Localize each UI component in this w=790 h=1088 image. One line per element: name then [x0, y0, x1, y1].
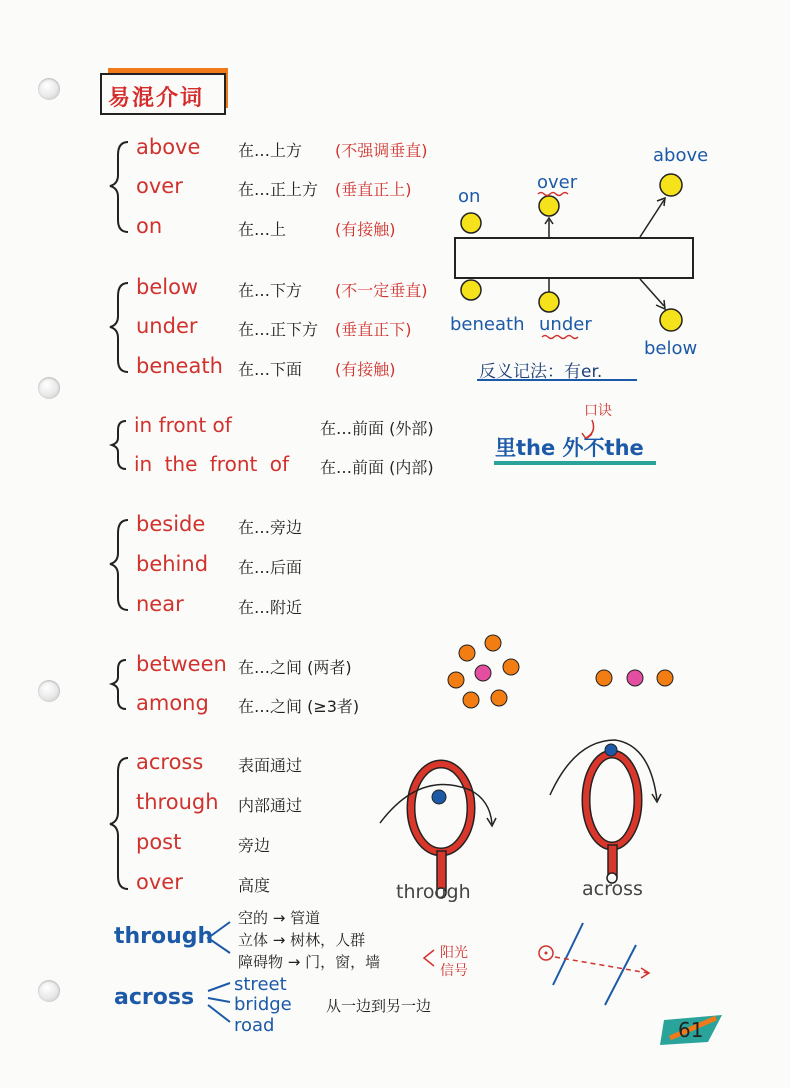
brace-group-3	[112, 421, 126, 469]
note-over: (垂直正上)	[335, 180, 412, 199]
brace-group-4	[110, 520, 128, 610]
page-number: 61	[678, 1018, 704, 1042]
meaning-under: 在…正下方	[238, 320, 319, 339]
meaning-among: 在…之间 (≥3者)	[238, 697, 360, 716]
through-usage-word: through	[114, 924, 214, 949]
dot-beneath	[461, 280, 481, 300]
word-beneath: beneath	[136, 354, 223, 378]
word-in-the-front-of: in the front of	[134, 452, 289, 476]
word-beside: beside	[136, 512, 206, 536]
note-under: (垂直正下)	[335, 320, 412, 339]
note-on: (有接触)	[335, 220, 396, 239]
among-dot	[448, 672, 464, 688]
meaning-above: 在…上方	[238, 141, 303, 160]
meaning-over: 在…正上方	[238, 180, 319, 199]
dot-over	[539, 196, 559, 216]
mnemonic-label: 口诀	[584, 403, 612, 419]
meaning-across: 表面通过	[238, 756, 303, 775]
label-under: under	[539, 314, 592, 335]
among-dot	[503, 659, 519, 675]
meaning-post: 旁边	[238, 836, 271, 855]
across-item-bridge: bridge	[234, 994, 292, 1015]
word-below: below	[136, 275, 199, 299]
label-below: below	[644, 338, 698, 359]
under-squiggle	[542, 336, 578, 339]
label-above: above	[653, 145, 709, 166]
through-note-signal: 信号	[440, 963, 468, 979]
across-meaning: 从一边到另一边	[326, 997, 432, 1015]
dot-above	[660, 174, 682, 196]
meaning-on: 在…上	[238, 220, 287, 239]
through-note-sunlight: 阳光	[440, 945, 468, 961]
note-beneath: (有接触)	[335, 360, 396, 379]
label-beneath: beneath	[450, 314, 525, 335]
brace-group-1	[110, 142, 128, 232]
antonym-tip: 反义记法：有er.	[479, 362, 603, 382]
through-item-obstacle: 障碍物 → 门，窗，墙	[238, 953, 381, 971]
meaning-between: 在…之间 (两者)	[238, 658, 352, 677]
brace-group-2	[110, 283, 128, 372]
word-in-front-of: in front of	[134, 413, 232, 437]
crossing-diagram	[539, 923, 649, 1005]
meaning-over-height: 高度	[238, 876, 271, 895]
between-dot	[596, 670, 612, 686]
meaning-near: 在…附近	[238, 598, 303, 617]
across-item-street: street	[234, 974, 287, 995]
word-under: under	[136, 314, 198, 338]
between-dot	[657, 670, 673, 686]
through-item-hollow: 空的 → 管道	[238, 909, 321, 927]
dot-on	[461, 213, 481, 233]
word-across: across	[136, 750, 204, 774]
word-above: above	[136, 135, 201, 159]
word-over: over	[136, 174, 183, 198]
between-center-dot	[627, 670, 643, 686]
sunlight-bracket	[424, 950, 434, 966]
word-behind: behind	[136, 552, 209, 576]
racket-through	[380, 764, 496, 898]
mnemonic-text: 里the 外不the	[495, 436, 644, 460]
across-usage-word: across	[114, 985, 195, 1010]
among-center-dot	[475, 665, 491, 681]
word-between: between	[136, 652, 227, 676]
word-near: near	[136, 592, 184, 616]
meaning-in-front-of: 在…前面 (外部)	[320, 419, 434, 438]
among-dot	[459, 645, 475, 661]
racket-across	[550, 740, 661, 883]
dot-under	[539, 292, 559, 312]
word-post: post	[136, 830, 182, 854]
dot-below	[660, 309, 682, 331]
racket-across-label: across	[582, 878, 643, 900]
meaning-behind: 在…后面	[238, 558, 303, 577]
note-below: (不一定垂直)	[335, 281, 428, 300]
across-lines	[208, 983, 230, 1022]
meaning-in-the-front-of: 在…前面 (内部)	[320, 458, 434, 477]
word-through: through	[136, 790, 219, 814]
brace-group-6	[110, 758, 128, 889]
page-title: 易混介词	[108, 86, 205, 111]
meaning-through: 内部通过	[238, 796, 303, 815]
across-item-road: road	[234, 1015, 275, 1036]
word-over-height: over	[136, 870, 183, 894]
box-object	[455, 238, 693, 278]
note-above: (不强调垂直)	[335, 141, 428, 160]
word-among: among	[136, 691, 209, 715]
meaning-beneath: 在…下面	[238, 360, 303, 379]
racket-through-label: through	[396, 881, 471, 903]
meaning-beside: 在…旁边	[238, 518, 303, 537]
among-dot	[463, 692, 479, 708]
among-dot	[485, 635, 501, 651]
brace-group-5	[112, 660, 126, 709]
label-over: over	[537, 172, 578, 193]
meaning-below: 在…下方	[238, 281, 303, 300]
through-item-solid: 立体 → 树林，人群	[238, 931, 366, 949]
word-on: on	[136, 214, 163, 238]
among-dot	[491, 690, 507, 706]
label-on: on	[458, 186, 481, 207]
